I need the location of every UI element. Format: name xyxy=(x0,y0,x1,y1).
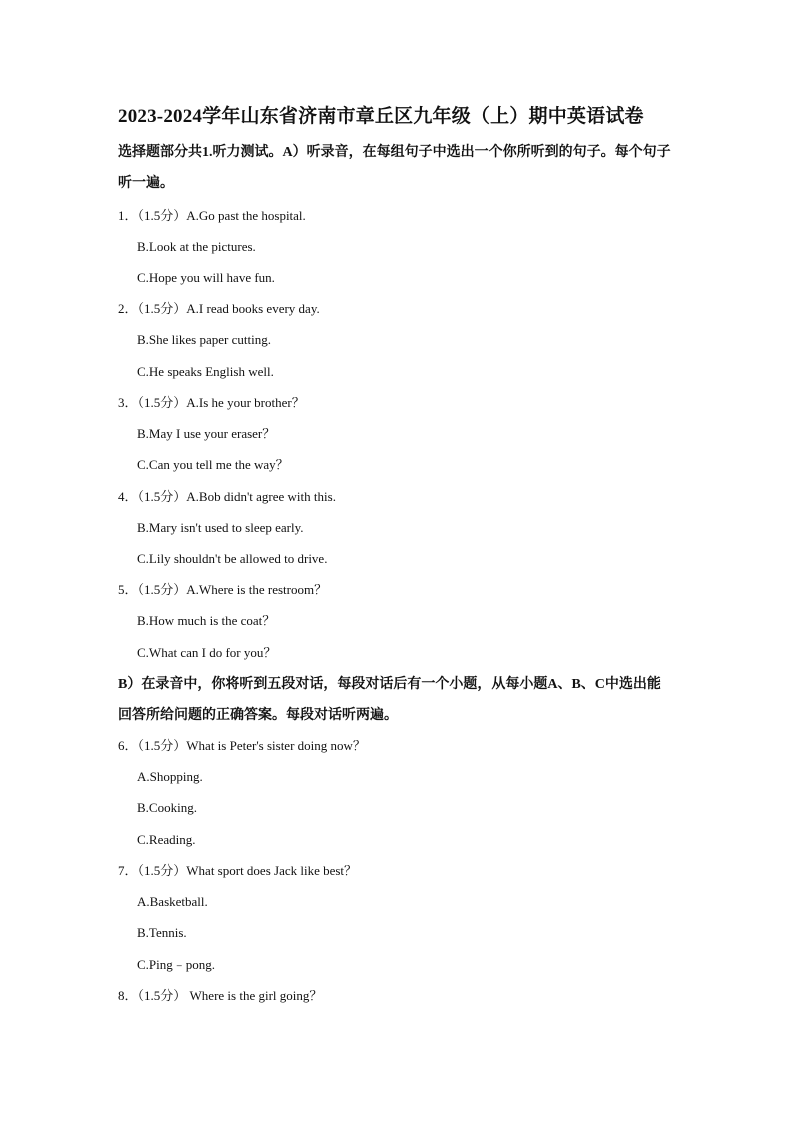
question-6-option-b: B.Cooking. xyxy=(137,800,197,815)
question-4-option-c: C.Lily shouldn't be allowed to drive. xyxy=(137,551,328,566)
question-6-option-c: C.Reading. xyxy=(137,832,196,847)
section-b-line-1: B）在录音中，你将听到五段对话，每段对话后有一个小题，从每小题A、B、C中选出能 xyxy=(118,677,661,692)
question-2 xyxy=(118,300,320,318)
question-score: （1.5分） xyxy=(137,863,187,878)
question-score: （1.5分） xyxy=(137,208,187,223)
question-text: What is Peter's sister doing now？ xyxy=(186,738,366,753)
question-number: 7． xyxy=(118,863,138,878)
section-a-line-1: 选择题部分共1.听力测试。A）听录音，在每组句子中选出一个你所听到的句子。每个句子 xyxy=(118,145,671,160)
question-text: A.I read books every day. xyxy=(186,301,320,316)
question-3-option-c: C.Can you tell me the way？ xyxy=(137,457,289,472)
question-score: （1.5分） xyxy=(137,988,187,1003)
question-number: 6． xyxy=(118,738,138,753)
question-7-option-a: A.Basketball. xyxy=(137,894,208,909)
question-score: （1.5分） xyxy=(137,395,187,410)
question-5-option-c: C.What can I do for you？ xyxy=(137,645,277,660)
question-text: What sport does Jack like best？ xyxy=(186,863,358,878)
question-number: 8． xyxy=(118,988,138,1003)
question-number: 4． xyxy=(118,489,138,504)
question-7-option-b: B.Tennis. xyxy=(137,925,187,940)
question-6-option-a: A.Shopping. xyxy=(137,769,203,784)
question-6 xyxy=(118,737,366,755)
section-a-line-2: 听一遍。 xyxy=(118,176,174,191)
section-b-line-2: 回答所给问题的正确答案。每段对话听两遍。 xyxy=(118,708,398,723)
question-2-option-c: C.He speaks English well. xyxy=(137,364,274,379)
section-a-instructions xyxy=(118,137,688,199)
question-text: A.Where is the restroom？ xyxy=(186,582,328,597)
question-2-option-b: B.She likes paper cutting. xyxy=(137,332,271,347)
question-5 xyxy=(118,581,327,599)
question-3-option-b: B.May I use your eraser？ xyxy=(137,426,276,441)
question-score: （1.5分） xyxy=(137,301,187,316)
question-4-option-b: B.Mary isn't used to sleep early. xyxy=(137,520,304,535)
question-text: A.Is he your brother？ xyxy=(186,395,305,410)
exam-title: 2023-2024学年山东省济南市章丘区九年级（上）期中英语试卷 xyxy=(118,106,644,127)
question-text: A.Go past the hospital. xyxy=(186,208,306,223)
question-7 xyxy=(118,862,357,880)
question-number: 1． xyxy=(118,208,138,223)
question-4 xyxy=(118,488,336,506)
question-1 xyxy=(118,207,306,225)
question-1-option-b: B.Look at the pictures. xyxy=(137,239,256,254)
question-3 xyxy=(118,394,305,412)
question-7-option-c: C.Ping﹣pong. xyxy=(137,957,216,972)
section-b-instructions xyxy=(118,669,688,731)
question-5-option-b: B.How much is the coat？ xyxy=(137,613,276,628)
question-number: 5． xyxy=(118,582,138,597)
question-8 xyxy=(118,987,322,1005)
question-number: 2． xyxy=(118,301,138,316)
question-number: 3． xyxy=(118,395,138,410)
question-text: A.Bob didn't agree with this. xyxy=(186,489,336,504)
question-score: （1.5分） xyxy=(137,489,187,504)
question-1-option-c: C.Hope you will have fun. xyxy=(137,270,275,285)
question-score: （1.5分） xyxy=(137,582,187,597)
question-score: （1.5分） xyxy=(137,738,187,753)
question-text: Where is the girl going？ xyxy=(186,988,323,1003)
